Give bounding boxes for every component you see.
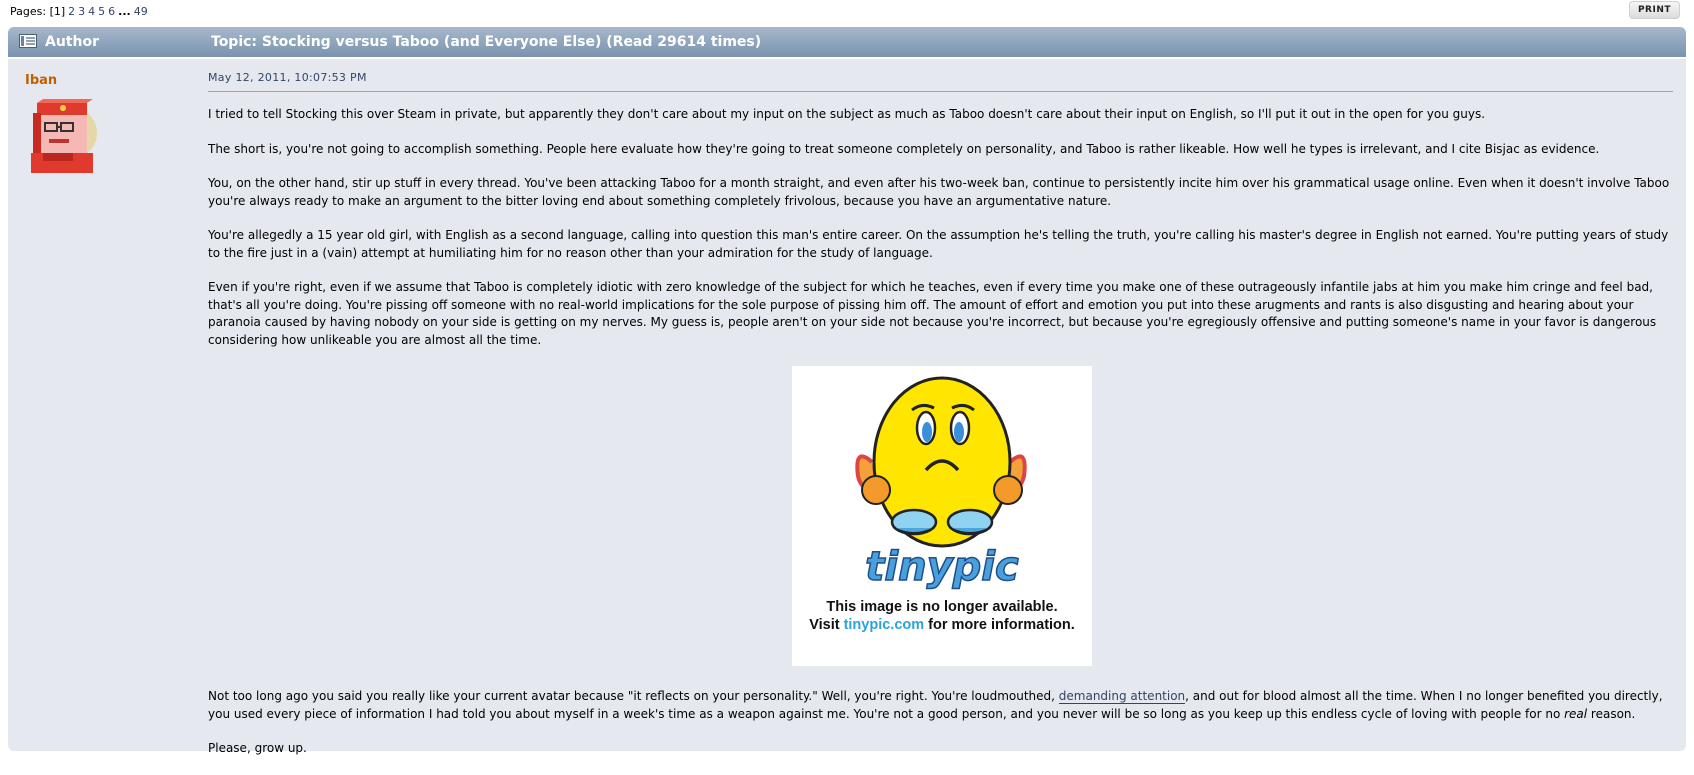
page-link-4[interactable]: 4 [88,5,96,18]
embedded-image-container [208,366,1673,670]
post-date: May 12, 2011, 10:07:53 PM [208,71,1673,92]
page-link-2[interactable]: 2 [68,5,76,18]
post-closing: Please, grow up. [208,741,307,755]
post-paragraph-6: Not too long ago you said you really like your current avatar because "it reflects on your personality." Well, you're right. You're loudmouthed, demanding attention, and out for blood almost all the time. When I no longer benefited you directly, you used every piece of information I had told you about myself in a week's time as a weapon against me. You're not a good person, and you never will be so long as you keep up this endless cycle of loving with people for no real reason. [208,689,1663,721]
topic-title: Topic: Stocking versus Taboo (and Everyone Else) (Read 29614 times) [211,34,762,50]
sad-face-icon [792,366,1092,666]
tinypic-unavailable-image [792,366,1092,666]
image-unavailable-text: This image is no longer available. [826,599,1058,615]
post [8,59,1686,755]
top-bar [0,0,1694,22]
author-column-header: Author [45,34,99,50]
avatar [23,93,103,173]
image-visit-text: Visit tinypic.com for more information. [809,617,1075,633]
page-link-6[interactable]: 6 [108,5,116,18]
topic-header-bar [8,27,1686,57]
print-button[interactable]: PRINT [1629,1,1680,19]
post-paragraph-5: Even if you're right, even if we assume that Taboo is completely idiotic with zero knowledge of the subject for which he teaches, even if every time you make one of these outrageously infantile jabs at him you make him cringe and feel bad, that's all you're doing. You're pissing off someone with no real-world implications for the sole purpose of pissing him off. The amount of effort and emotion you put into these arugments and rants is also disgusting and hearing about your paranoia caused by having nobody on your side is getting on my nerves. My guess is, people aren't on your side not because you're incorrect, but because you're egregiously offensive and putting someone's name in your favor is dangerous considering how unlikeable you are almost all the time. [208,280,1657,347]
pagination-ellipsis: ... [118,5,131,18]
topic-icon [19,34,37,52]
tinypic-logo: tinypic [865,544,1019,590]
poster-name[interactable]: Iban [25,73,58,88]
post-body [208,71,1673,775]
post-paragraph-1: I tried to tell Stocking this over Steam in private, but apparently they don't care about my input on the subject as much as Taboo doesn't care about their input on English, so I'll put it out in the open for you guys. [208,107,1486,121]
post-paragraph-3: You, on the other hand, stir up stuff in every thread. You've been attacking Taboo for a month straight, and even after his two-week ban, continue to persistently incite him over his grammatical usage online. Even when it doesn't involve Taboo you're always ready to make an argument to the bitter loving end about something completely frivolous, because you have an argumentative nature. [208,176,1670,208]
post-text [208,106,1673,758]
pagination [10,5,151,18]
page-link-5[interactable]: 5 [98,5,106,18]
demanding-attention-link[interactable]: demanding attention [1058,689,1186,703]
post-paragraph-4: You're allegedly a 15 year old girl, with English as a second language, calling into question this man's entire career. On the assumption he's telling the truth, you're calling his master's degree in English not earned. You're putting years of study to the fire just in a (vain) attempt at humiliating him for no reason other than your admiration for the study of language. [208,228,1669,260]
pages-label: Pages: [10,5,47,18]
post-paragraph-2: The short is, you're not going to accomplish something. People here evaluate how they're going to treat someone completely on personality, and Taboo is rather likeable. How well he types is irrelevant, and I cite Bisjac as evidence. [208,141,1600,156]
current-page: [1] [49,5,66,18]
page-link-last[interactable]: 49 [133,5,148,18]
page-link-3[interactable]: 3 [78,5,86,18]
